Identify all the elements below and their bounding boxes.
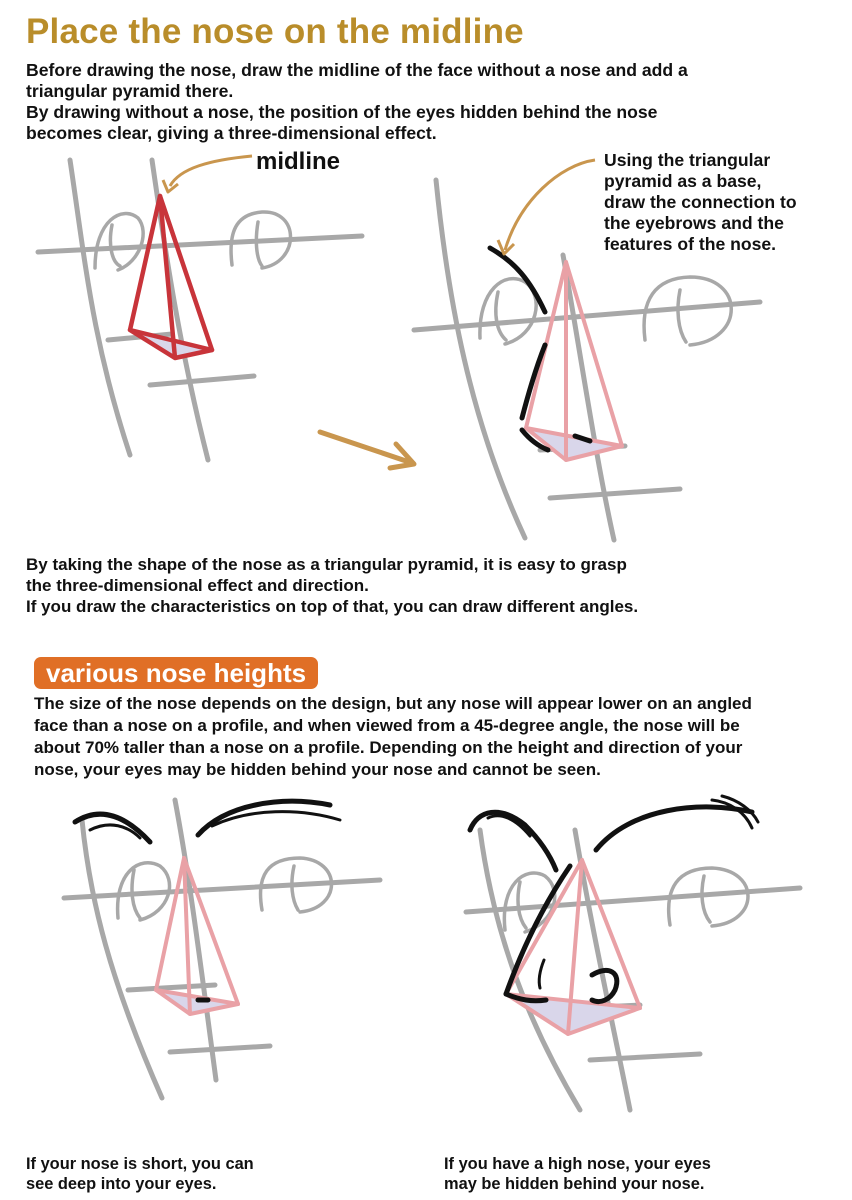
summary-line: If you draw the characteristics on top of that, you can draw different angles. [26, 597, 639, 616]
note-pointer-arrow [505, 160, 595, 250]
intro-line: becomes clear, giving a three-dimensional effect. [26, 123, 437, 143]
note-line: draw the connection to [604, 192, 797, 212]
summary-line: By taking the shape of the nose as a triangular pyramid, it is easy to grasp [26, 555, 627, 574]
left-eye-sketch [95, 214, 143, 270]
section-body-line: The size of the nose depends on the design, but any nose will appear lower on an angled [34, 694, 752, 713]
summary-paragraph [26, 554, 638, 617]
face-sketch-high-nose [466, 796, 800, 1110]
nostril-mark [539, 960, 544, 988]
caption-line: If your nose is short, you can [26, 1155, 254, 1173]
left-eye-sketch [480, 279, 536, 344]
note-line: Using the triangular [604, 150, 771, 170]
section-body-line: nose, your eyes may be hidden behind your nose and cannot be seen. [34, 760, 601, 779]
eye-guide-line [38, 236, 362, 252]
caption-line: If you have a high nose, your eyes [444, 1155, 711, 1173]
face-midline [175, 800, 216, 1080]
right-eyebrow-hatch [712, 800, 752, 828]
face-contour-line [70, 160, 130, 455]
note-line: the eyebrows and the [604, 213, 784, 233]
pyramid-high-nose [506, 860, 640, 1034]
left-eye-inner [496, 292, 506, 340]
midline-pointer-arrow [170, 156, 252, 186]
intro-line: triangular pyramid there. [26, 81, 234, 101]
mouth-guide-line [550, 489, 680, 498]
caption-line: see deep into your eyes. [26, 1175, 217, 1193]
intro-line: By drawing without a nose, the position of the eyes hidden behind the nose [26, 102, 658, 122]
section-body-line: face than a nose on a profile, and when viewed from a 45-degree angle, the nose will be [34, 716, 740, 735]
right-eye-inner [702, 876, 710, 922]
note-line: pyramid as a base, [604, 171, 762, 191]
caption-high-nose [444, 1154, 711, 1194]
mouth-guide-line [170, 1046, 270, 1052]
left-eye-inner [110, 225, 120, 266]
note-line: features of the nose. [604, 234, 777, 254]
right-eyebrow-stroke [198, 801, 330, 835]
right-eye-inner [292, 866, 298, 910]
right-eyebrow-stroke [596, 807, 752, 850]
left-eye-inner [518, 882, 526, 928]
mouth-guide-line [150, 376, 254, 385]
nose-bridge-stroke [506, 866, 570, 994]
face-sketch-short-nose [64, 800, 380, 1098]
eye-guide-line [466, 888, 800, 912]
mouth-guide-line [590, 1054, 700, 1060]
section-badge: various nose heights [34, 657, 318, 689]
page-title: Place the nose on the midline [26, 12, 524, 51]
right-eye-inner [256, 222, 262, 266]
intro-line: Before drawing the nose, draw the midline of the face without a nose and add a [26, 60, 688, 80]
right-eye-inner [678, 290, 686, 342]
nose-bridge-stroke [522, 345, 545, 418]
section-body [34, 693, 752, 781]
section-body-line: about 70% taller than a nose on a profile. Depending on the height and direction of your [34, 738, 743, 757]
midline-label: midline [256, 148, 341, 175]
caption-line: may be hidden behind your nose. [444, 1175, 705, 1193]
summary-line: the three-dimensional effect and direction. [26, 576, 369, 595]
pyramid-base-note [604, 150, 797, 255]
caption-short-nose [26, 1154, 254, 1194]
